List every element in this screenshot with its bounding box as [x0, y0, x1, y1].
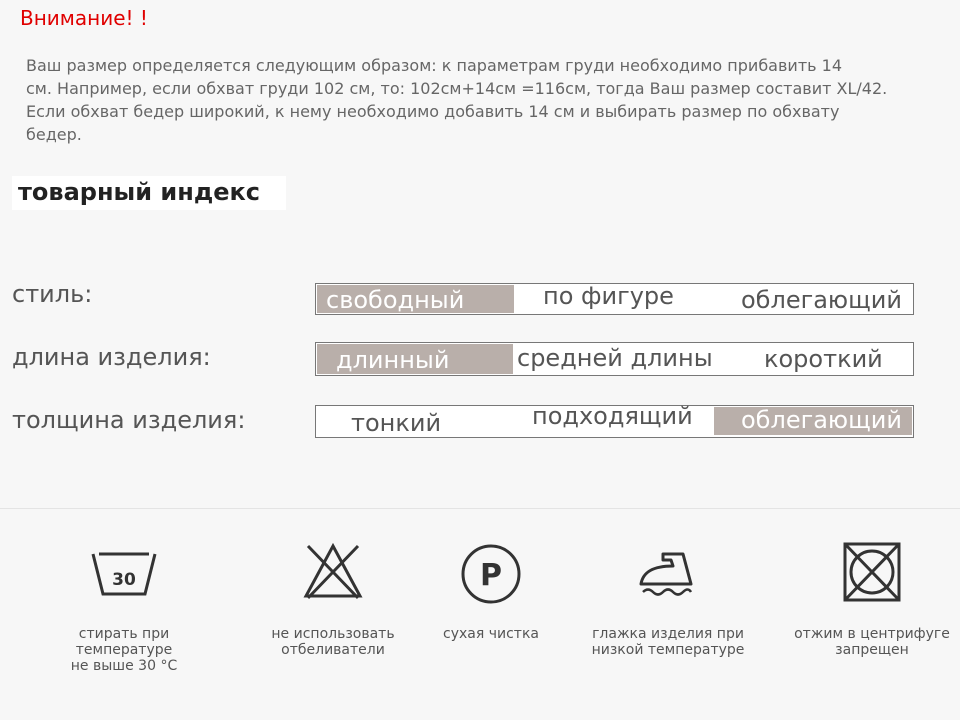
dry-clean-icon [456, 532, 526, 612]
divider [0, 508, 960, 509]
caption-line: отбеливатели [281, 642, 385, 658]
length-scale [315, 342, 914, 376]
caption-line: запрещен [835, 642, 909, 658]
care-caption-iron [573, 626, 763, 658]
size-note [26, 54, 926, 146]
size-note-line: Если обхват бедер широкий, к нему необходимо добавить 14 см и выбирать размер по обхвату [26, 102, 840, 121]
care-caption-tumble [777, 626, 960, 658]
caption-line: не выше 30 °C [70, 658, 178, 674]
length-label: длина изделия: [12, 343, 211, 371]
style-label: стиль: [12, 280, 93, 308]
wash-30-icon [89, 532, 159, 612]
caption-line: сухая чистка [443, 626, 539, 642]
care-item-iron [573, 532, 763, 658]
size-note-line: см. Например, если обхват груди 102 см, то: 102см+14см =116см, тогда Ваш размер составит XL/42. [26, 79, 888, 98]
length-option-2: средней длины [517, 344, 713, 372]
wash-temperature: 30 [112, 570, 136, 590]
size-note-line: Ваш размер определяется следующим образом: к параметрам груди необходимо прибавить 14 [26, 56, 843, 75]
thickness-option-1: тонкий [351, 409, 442, 437]
care-caption-dry-clean [396, 626, 586, 642]
no-bleach-icon [298, 532, 368, 612]
thickness-option-3: облегающий [741, 406, 902, 434]
size-note-line: бедер. [26, 125, 82, 144]
style-scale [315, 283, 914, 315]
care-item-dry-clean [396, 532, 586, 642]
care-caption-wash [29, 626, 219, 674]
style-option-2: по фигуре [543, 282, 674, 310]
thickness-option-2: подходящий [532, 402, 693, 430]
care-item-tumble [777, 532, 960, 658]
style-option-1: свободный [326, 286, 465, 314]
length-option-1: длинный [336, 346, 450, 374]
style-option-3: облегающий [741, 286, 902, 314]
index-heading: товарный индекс [18, 178, 260, 206]
caption-line: низкой температуре [591, 642, 745, 658]
iron-low-icon [633, 532, 703, 612]
no-tumble-dry-icon [837, 532, 907, 612]
care-item-wash [29, 532, 219, 674]
dry-clean-letter: P [480, 558, 502, 593]
caption-line: отжим в центрифуге [794, 626, 950, 642]
caption-line: стирать при температуре [75, 626, 173, 658]
warning-title: Внимание! ! [20, 6, 148, 30]
thickness-scale [315, 402, 914, 438]
length-option-3: короткий [764, 345, 883, 373]
caption-line: не использовать [271, 626, 395, 642]
caption-line: глажка изделия при [592, 626, 744, 642]
thickness-label: толщина изделия: [12, 406, 246, 434]
